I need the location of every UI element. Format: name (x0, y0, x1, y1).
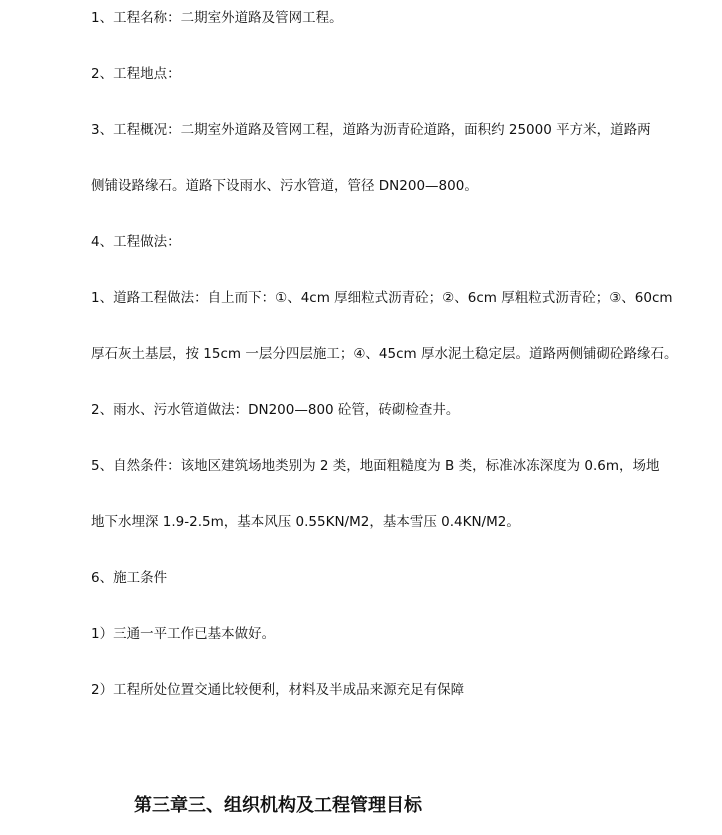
item-project-overview: 3、工程概况：二期室外道路及管网工程，道路为沥青砼道路，面积约 25000 平方米，道路两 (91, 122, 651, 138)
item-project-name: 1、工程名称：二期室外道路及管网工程。 (91, 10, 343, 26)
item-condition-2: 2）工程所处位置交通比较便利，材料及半成品来源充足有保障 (91, 682, 465, 698)
item-road-method: 1、道路工程做法：自上而下：①、4cm 厚细粒式沥青砼；②、6cm 厚粗粒式沥青砼；③、60cm (91, 290, 673, 306)
chapter-heading: 第三章三、组织机构及工程管理目标 (134, 795, 422, 816)
item-construction-conditions: 6、施工条件 (91, 570, 168, 586)
item-road-method-cont: 厚石灰土基层，按 15cm 一层分四层施工；④、45cm 厚水泥土稳定层。道路两侧铺砌砼路缘石。 (91, 346, 678, 362)
item-construction-method: 4、工程做法： (91, 234, 181, 250)
item-pipeline-method: 2、雨水、污水管道做法：DN200—800 砼管，砖砌检查井。 (91, 402, 460, 418)
item-natural-conditions-cont: 地下水埋深 1.9-2.5m，基本风压 0.55KN/M2，基本雪压 0.4KN/M2。 (91, 514, 520, 530)
item-natural-conditions: 5、自然条件：该地区建筑场地类别为 2 类，地面粗糙度为 B 类，标准冰冻深度为 0.6m，场地 (91, 458, 660, 474)
item-condition-1: 1）三通一平工作已基本做好。 (91, 626, 276, 642)
item-project-location: 2、工程地点： (91, 66, 181, 82)
item-project-overview-cont: 侧铺设路缘石。道路下设雨水、污水管道，管径 DN200—800。 (91, 178, 478, 194)
